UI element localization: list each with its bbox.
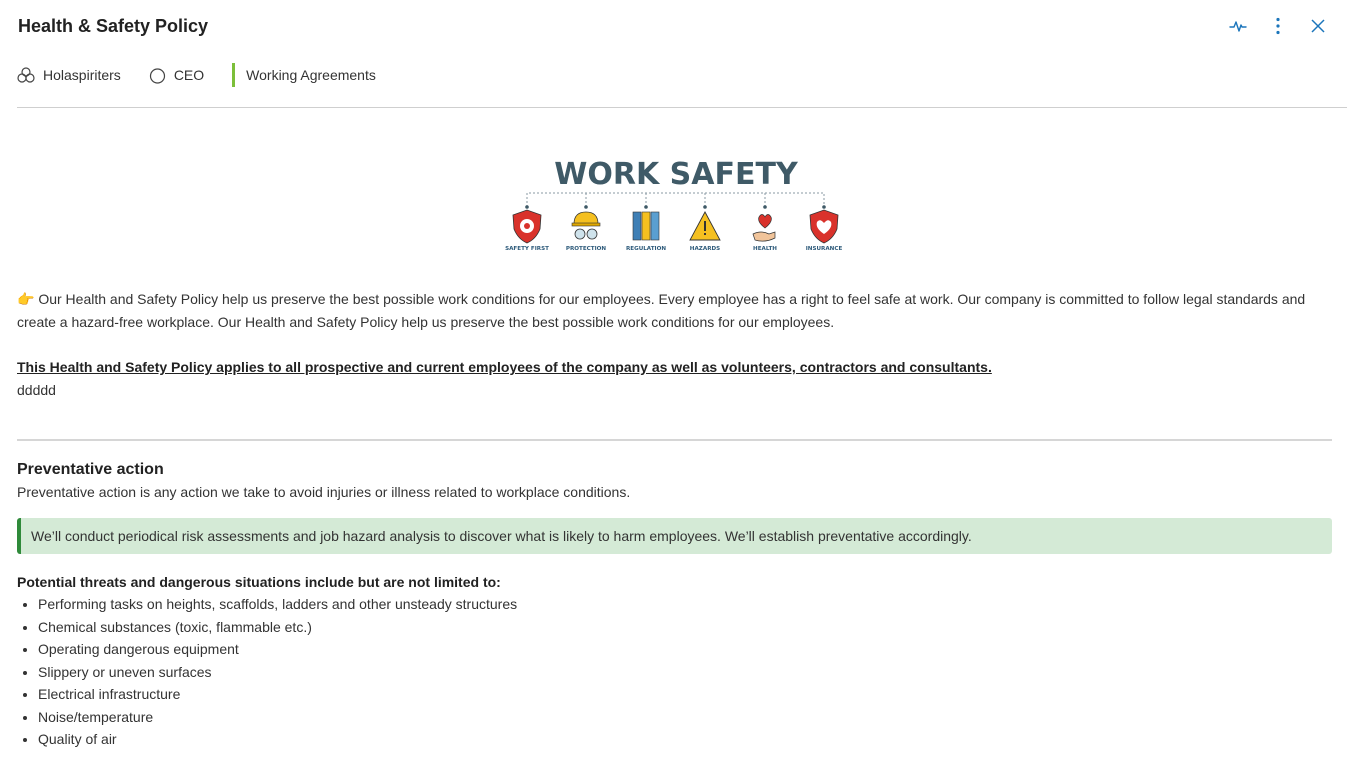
work-safety-banner bbox=[17, 108, 1332, 268]
circle-bar-icon bbox=[232, 63, 235, 87]
section-divider bbox=[17, 439, 1332, 441]
breadcrumb-item-ceo[interactable] bbox=[149, 67, 204, 84]
close-icon bbox=[1310, 18, 1326, 34]
close-button[interactable] bbox=[1298, 14, 1338, 38]
breadcrumb-label: Working Agreements bbox=[246, 67, 376, 83]
circles-icon bbox=[17, 67, 35, 83]
intro-paragraph bbox=[17, 288, 1332, 334]
policy-content bbox=[17, 108, 1332, 751]
panel-header bbox=[18, 12, 1338, 40]
pointing-hand-emoji: 👉 bbox=[17, 291, 35, 307]
role-circle-icon bbox=[149, 67, 166, 84]
info-callout: We’ll conduct periodical risk assessments and job hazard analysis to discover what is likely to harm employees. We’ll establish preventative accordingly. bbox=[17, 518, 1332, 554]
more-options-button[interactable] bbox=[1258, 14, 1298, 38]
protection-icon bbox=[572, 212, 600, 239]
banner-item-label: HAZARDS bbox=[689, 246, 721, 252]
list-item: • Operating dangerous equipment bbox=[38, 638, 1332, 661]
list-item: • Performing tasks on heights, scaffolds, ladders and other unsteady structures bbox=[38, 593, 1332, 616]
breadcrumb bbox=[17, 62, 404, 88]
banner-item-label: REGULATION bbox=[625, 246, 667, 252]
section-description: Preventative action is any action we take to avoid injuries or illness related to workplace conditions. bbox=[17, 484, 631, 500]
activity-icon bbox=[1229, 19, 1247, 33]
activity-button[interactable] bbox=[1218, 14, 1258, 38]
scope-statement: This Health and Safety Policy applies to all prospective and current employees of the company as well as volunteers, contractors and consultants. bbox=[17, 359, 992, 375]
breadcrumb-item-holaspiriters[interactable] bbox=[17, 67, 121, 83]
banner-item-label: INSURANCE bbox=[805, 246, 843, 252]
safety-first-icon bbox=[513, 210, 541, 243]
banner-title: WORK SAFETY bbox=[554, 157, 798, 192]
banner-item-label: HEALTH bbox=[753, 246, 777, 252]
page-title: Health & Safety Policy bbox=[18, 16, 209, 36]
insurance-icon bbox=[810, 210, 838, 243]
header-actions bbox=[1218, 14, 1338, 38]
breadcrumb-label: CEO bbox=[173, 67, 205, 83]
intro-text: Our Health and Safety Policy help us preserve the best possible work conditions for our employees. Every employee has a right to feel safe at work. Our company is committed to follow legal standards and create a hazard-free workplace. Our Health and Safety Policy help us preserve the best possible work conditions for our employees. bbox=[17, 291, 1306, 330]
list-item: • Chemical substances (toxic, flammable etc.) bbox=[38, 616, 1332, 639]
work-safety-illustration bbox=[503, 152, 863, 257]
hazards-icon bbox=[690, 212, 720, 240]
breadcrumb-label: Holaspiriters bbox=[43, 67, 121, 83]
health-icon bbox=[753, 215, 775, 242]
banner-item-label: PROTECTION bbox=[565, 246, 607, 252]
banner-item-label: SAFETY FIRST bbox=[505, 246, 549, 252]
breadcrumb-item-working-agreements[interactable] bbox=[232, 63, 376, 87]
list-item: • Slippery or uneven surfaces bbox=[38, 661, 1332, 684]
list-item: • Electrical infrastructure bbox=[38, 683, 1332, 706]
extra-text: ddddd bbox=[17, 382, 56, 398]
regulation-icon bbox=[633, 212, 659, 240]
section-title: Preventative action bbox=[17, 461, 164, 478]
list-item: • Noise/temperature bbox=[38, 706, 1332, 729]
threats-list bbox=[17, 593, 1332, 751]
list-item: • Quality of air bbox=[38, 728, 1332, 751]
threats-heading: Potential threats and dangerous situations include but are not limited to: bbox=[17, 574, 501, 590]
more-vertical-icon bbox=[1275, 17, 1281, 35]
